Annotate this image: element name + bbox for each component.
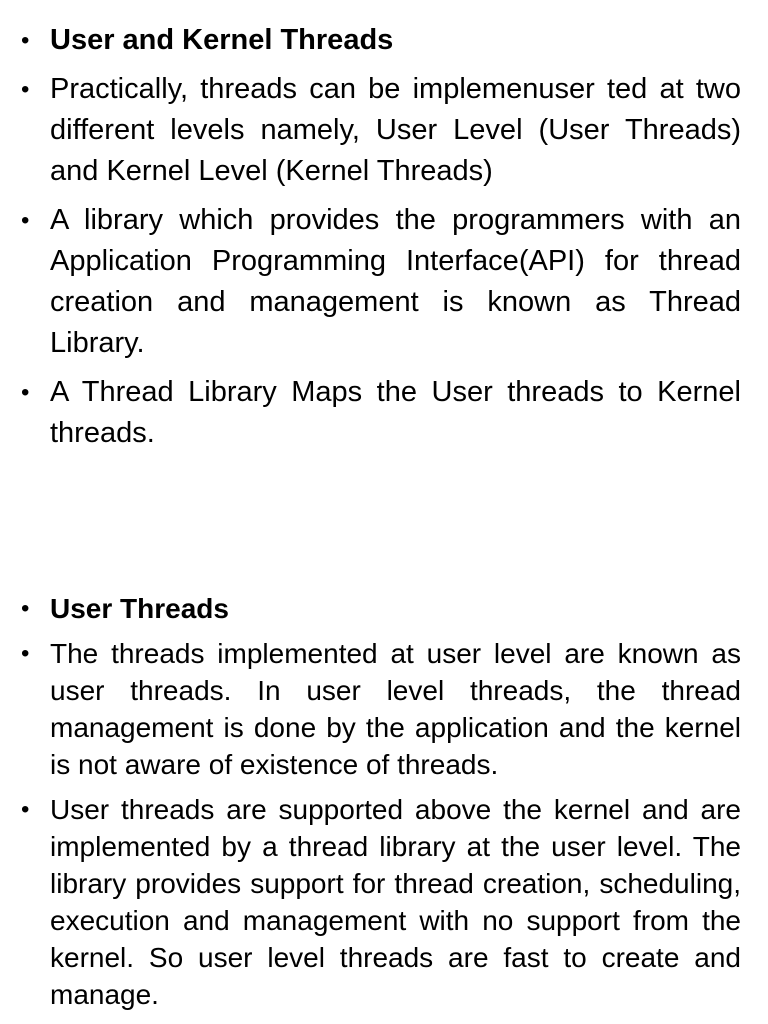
bullet-item xyxy=(0,791,768,1013)
section-user-threads xyxy=(0,590,768,1021)
bullet-text: A library which provides the programmers with an Application Programming Interface(API) for thread creation and management is known as Thread Library. xyxy=(50,204,741,359)
bullet-item-heading xyxy=(0,20,768,61)
bullet-item xyxy=(0,200,768,364)
bullet-icon: • xyxy=(21,595,30,622)
section-user-and-kernel-threads xyxy=(0,20,768,462)
bullet-icon: • xyxy=(21,640,30,667)
bullet-text: The threads implemented at user level are known as user threads. In user level threads, the thread management is done by the application and the kernel is not aware of existence of threads. xyxy=(50,638,741,780)
section-heading: User and Kernel Threads xyxy=(50,24,394,56)
bullet-text: Practically, threads can be implemenuser ted at two different levels namely, User Level (User Threads) and Kernel Level (Kernel Threads) xyxy=(50,73,741,187)
bullet-text: A Thread Library Maps the User threads to Kernel threads. xyxy=(50,376,741,449)
bullet-list xyxy=(0,590,768,1013)
bullet-icon: • xyxy=(21,76,30,103)
bullet-icon: • xyxy=(21,27,30,54)
bullet-text: User threads are supported above the kernel and are implemented by a thread library at the user level. The library provides support for thread creation, scheduling, execution and management with no support from the kernel. So user level threads are fast to create and manage. xyxy=(50,794,741,1010)
bullet-list xyxy=(0,20,768,454)
bullet-item xyxy=(0,372,768,454)
bullet-icon: • xyxy=(21,796,30,823)
bullet-icon: • xyxy=(21,379,30,406)
bullet-item xyxy=(0,69,768,192)
bullet-icon: • xyxy=(21,207,30,234)
bullet-item xyxy=(0,635,768,783)
section-heading: User Threads xyxy=(50,593,229,624)
bullet-item-heading xyxy=(0,590,768,627)
